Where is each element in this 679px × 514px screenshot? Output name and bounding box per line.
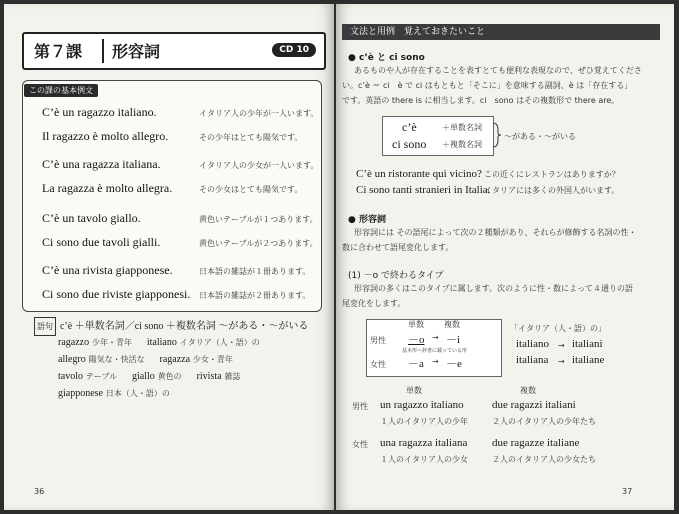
table-sg-japanese: １人のイタリア人の少女 (380, 455, 468, 464)
body-text: 数に合わせて語尾変化します。 (342, 243, 454, 252)
form-italiano: italiano (516, 338, 549, 350)
example-label: 「イタリア（人・語）の」 (510, 324, 606, 333)
table-sg-italian: un ragazzo italiano (380, 399, 464, 411)
base-form-note: 基本形＝辞書に載っている形 (402, 348, 468, 354)
vocab-word: rivista (196, 371, 222, 382)
example-italian: Ci sono due tavoli gialli. (42, 235, 161, 249)
example-japanese: 日本語の雑誌が１冊あります。 (199, 267, 311, 276)
vocab-meaning: 雑誌 (224, 372, 241, 381)
header-singular: 単数 (408, 320, 424, 329)
example-italian: C’è un ristorante qui vicino? (356, 168, 482, 180)
left-page (4, 4, 334, 510)
example-japanese: 黄色いテーブルが２つあります。 (199, 239, 318, 248)
brace-icon (492, 122, 502, 148)
table-pl-japanese: ２人のイタリア人の少年たち (492, 417, 596, 426)
table-pl-italian: due ragazzi italiani (492, 399, 576, 411)
section-title-cesono: ● c’è と ci sono (348, 53, 425, 63)
example-italian: C’è una ragazza italiana. (42, 157, 161, 171)
ending-f-pl: －e (446, 358, 462, 370)
vocab-tag: 語句 (34, 317, 56, 336)
body-text: です。英語の there is に相当します。ci sono はその複数形で there are。 (342, 96, 620, 105)
vocab-meaning: 少年・青年 (91, 338, 132, 347)
example-italian: Ci sono due riviste giapponesi. (42, 287, 191, 301)
form-italiani: italiani (572, 338, 603, 350)
vocab-meaning: 日本（人・語）の (105, 389, 170, 398)
vocab-meaning: テーブル (85, 372, 118, 381)
arrow-icon: → (558, 357, 565, 366)
label-female: 女性 (370, 360, 386, 369)
header-divider (102, 39, 104, 63)
arrow-icon: → (558, 341, 565, 350)
arrow-icon: → (432, 357, 439, 366)
vocab-word: ragazzo (58, 337, 90, 348)
section-title-adjective: ● 形容詞 (348, 215, 386, 225)
example-japanese: イタリア人の少女が一人います。 (199, 161, 319, 170)
box-plural: ＋複数名詞 (442, 140, 482, 149)
body-text: あるものや人が存在することを表すとても便利な表現なので、ぜひ覚えてくださ (354, 66, 642, 75)
example-italian: Il ragazzo è molto allegro. (42, 129, 169, 143)
box-cisono: ci sono (392, 137, 427, 151)
vocab-word: italiano (146, 337, 177, 348)
arrow-icon: → (432, 333, 439, 342)
right-page (336, 4, 674, 510)
cd-track-badge: CD 10 (272, 43, 316, 57)
table-gender: 男性 (352, 402, 368, 411)
table-sg-italian: una ragazza italiana (380, 437, 468, 449)
table-pl-japanese: ２人のイタリア人の少女たち (492, 455, 596, 464)
example-italian: Ci sono tanti stranieri in Italia. (356, 184, 491, 196)
form-italiana: italiana (516, 354, 549, 366)
vocab-word: ragazza (159, 354, 191, 365)
ending-m-pl: －i (446, 334, 461, 346)
vocab-meaning: イタリア（人・語）の (179, 338, 260, 347)
body-text: 形容詞には その語尾によって次の２種類があり、それらが修飾する名詞の性・ (354, 228, 637, 237)
page-number: 36 (34, 487, 45, 496)
vocab-row (58, 334, 260, 352)
vocab-word: allegro (58, 354, 86, 365)
example-italian: C’è un ragazzo italiano. (42, 105, 157, 119)
table-header-plural: 複数 (520, 386, 536, 395)
example-japanese: イタリア人の少年が一人います。 (199, 109, 319, 118)
examples-tag: この課の基本例文 (24, 84, 98, 97)
table-header-singular: 単数 (406, 386, 422, 395)
table-gender: 女性 (352, 440, 368, 449)
lesson-title: 形容詞 (112, 42, 161, 61)
box-singular: ＋単数名詞 (442, 123, 482, 132)
table-pl-italian: due ragazze italiane (492, 437, 580, 449)
table-sg-japanese: １人のイタリア人の少年 (380, 417, 468, 426)
example-japanese: その少女はとても陽気です。 (199, 185, 303, 194)
vocab-meaning: 黄色の (157, 372, 182, 381)
example-japanese: この近くにレストランはありますか？ (484, 170, 620, 179)
example-italian: La ragazza è molto allegra. (42, 181, 173, 195)
box-ce: c’è (402, 120, 417, 134)
lesson-header (22, 32, 326, 70)
example-japanese: イタリアには多くの外国人がいます。 (484, 186, 620, 195)
example-japanese: 日本語の雑誌が２冊あります。 (199, 291, 311, 300)
vocab-meaning: 陽気な・快活な (88, 355, 145, 364)
box-result: ～がある・～がいる (504, 132, 576, 141)
lesson-number: 第７課 (34, 42, 83, 61)
ending-m-sg: －o (408, 334, 425, 346)
section-topbar: 文法と用例 覚えておきたいこと (342, 24, 660, 40)
header-plural: 複数 (444, 320, 460, 329)
vocab-word: tavolo (58, 371, 83, 382)
vocab-row (58, 368, 240, 386)
body-text: 尾変化をします。 (342, 299, 406, 308)
vocab-row (58, 385, 170, 403)
vocab-header-text: c’è ＋単数名詞／ci sono ＋複数名詞 ～がある・～がいる (60, 321, 309, 332)
example-japanese: 黄色いテーブルが１つあります。 (199, 215, 318, 224)
example-italian: C’è un tavolo giallo. (42, 211, 141, 225)
vocab-meaning: 少女・青年 (192, 355, 233, 364)
subsection-title: (1) －o で終わるタイプ (348, 271, 444, 281)
ending-f-sg: －a (408, 358, 424, 370)
vocab-word: giapponese (58, 388, 103, 399)
body-text: 形容詞の多くはこのタイプに属します。次のように性・数によって４通りの語 (354, 284, 633, 293)
body-text: い。c’è ＝ ci è で ci はもともと「そこに」を意味する副詞、è は「存在する」 (342, 81, 633, 90)
example-japanese: その少年はとても陽気です。 (199, 133, 303, 142)
page-number: 37 (622, 487, 633, 496)
label-male: 男性 (370, 336, 386, 345)
example-italian: C’è una rivista giapponese. (42, 263, 173, 277)
form-italiane: italiane (572, 354, 605, 366)
vocab-row (58, 351, 233, 369)
vocab-word: giallo (132, 371, 155, 382)
